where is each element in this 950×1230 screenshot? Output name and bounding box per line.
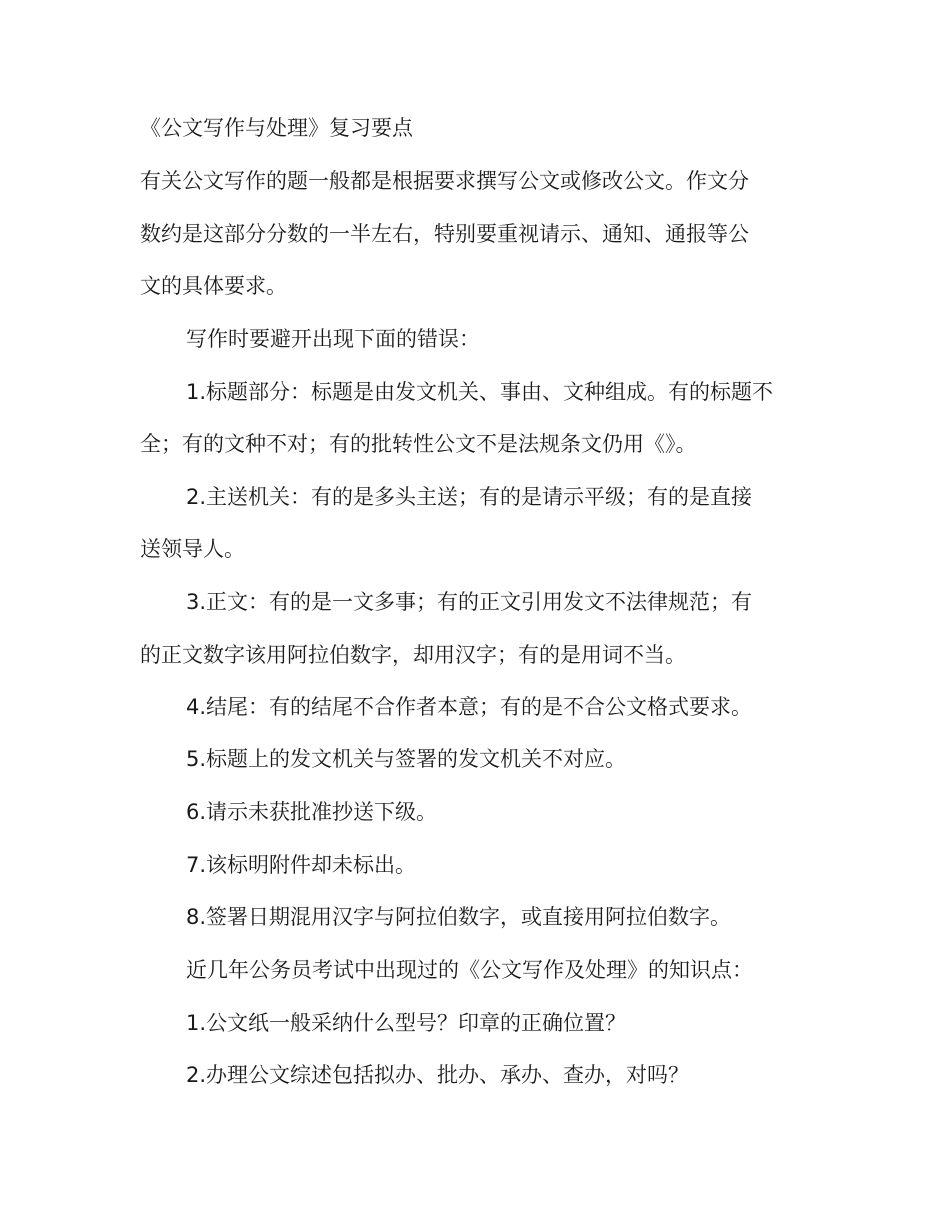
list-item: 2.主送机关：有的是多头主送；有的是请示平级；有的是直接 — [186, 485, 753, 509]
list-item: 6.请示未获批准抄送下级。 — [186, 800, 438, 824]
list-item: 5.标题上的发文机关与签署的发文机关不对应。 — [186, 747, 627, 771]
document-title: 《公文写作与处理》复习要点 — [140, 116, 413, 140]
list-item: 7.该标明附件却未标出。 — [186, 853, 417, 877]
list-item: 4.结尾：有的结尾不合作者本意；有的是不合公文格式要求。 — [186, 695, 753, 719]
paragraph-line: 有关公文写作的题一般都是根据要求撰写公文或修改公文。作文分 — [140, 169, 749, 193]
paragraph-line: 文的具体要求。 — [140, 274, 287, 298]
list-item: 8.签署日期混用汉字与阿拉伯数字，或直接用阿拉伯数字。 — [186, 905, 732, 929]
list-item: 3.正文：有的是一文多事；有的正文引用发文不法律规范；有 — [186, 590, 753, 614]
list-item: 1.公文纸一般采纳什么型号？印章的正确位置？ — [186, 1011, 627, 1035]
list-item: 1.标题部分：标题是由发文机关、事由、文种组成。有的标题不 — [186, 380, 774, 404]
list-item: 2.办理公文综述包括拟办、批办、承办、查办，对吗？ — [186, 1063, 690, 1087]
paragraph-line: 写作时要避开出现下面的错误： — [186, 327, 480, 351]
paragraph-line: 近几年公务员考试中出现过的《公文写作及处理》的知识点： — [186, 958, 753, 982]
list-item-continuation: 送领导人。 — [140, 537, 245, 561]
paragraph-line: 数约是这部分分数的一半左右，特别要重视请示、通知、通报等公 — [140, 222, 749, 246]
list-item-continuation: 的正文数字该用阿拉伯数字，却用汉字；有的是用词不当。 — [140, 643, 686, 667]
list-item-continuation: 全；有的文种不对；有的批转性公文不是法规条文仍用《》。 — [140, 432, 697, 456]
